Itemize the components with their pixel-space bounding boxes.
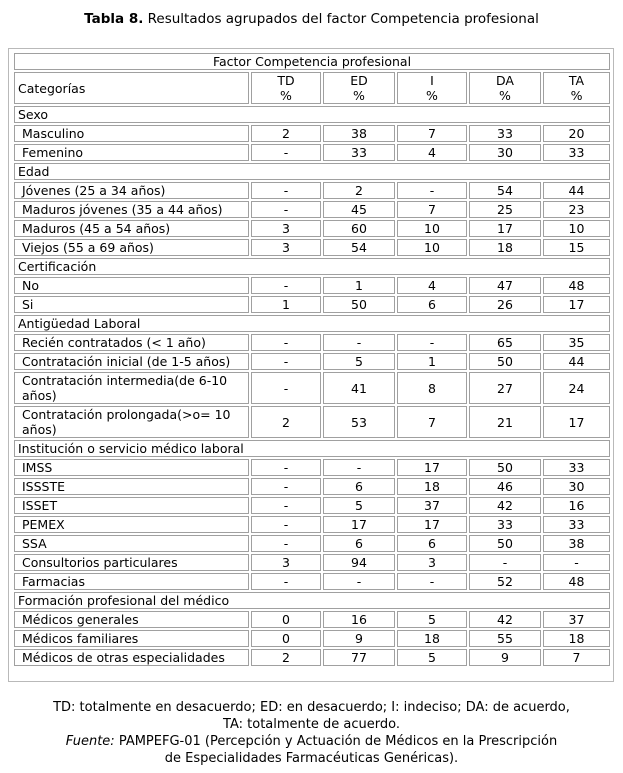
cell-td: 3 [251,220,321,237]
header-da-unit: % [499,88,511,103]
row-label: Maduros (45 a 54 años) [14,220,249,237]
cell-ta: 35 [543,334,610,351]
cell-i: 4 [397,144,467,161]
cell-i: 8 [397,372,467,404]
cell-da: 33 [469,516,541,533]
cell-i: 18 [397,478,467,495]
table-row [14,144,610,161]
table-row [14,239,610,256]
cell-td: - [251,144,321,161]
cell-da: 42 [469,611,541,628]
table-row [14,334,610,351]
header-i [397,72,467,104]
cell-td: 3 [251,554,321,571]
table-row [14,573,610,590]
row-label: ISSET [14,497,249,514]
cell-ed: - [323,334,395,351]
table-row [14,497,610,514]
cell-da: 46 [469,478,541,495]
row-label: Jóvenes (25 a 34 años) [14,182,249,199]
cell-da: 30 [469,144,541,161]
cell-ed: 94 [323,554,395,571]
source-line-1 [0,733,623,750]
cell-ta: 48 [543,573,610,590]
cell-da: 27 [469,372,541,404]
cell-ed: 45 [323,201,395,218]
cell-ed: 2 [323,182,395,199]
cell-ed: 9 [323,630,395,647]
cell-ta: 24 [543,372,610,404]
table-row [14,535,610,552]
cell-da: 50 [469,535,541,552]
table-title: Factor Competencia profesional [14,53,610,70]
cell-ed: 41 [323,372,395,404]
table-row [14,277,610,294]
section-row [14,163,610,180]
row-label: ISSSTE [14,478,249,495]
legend-line-1: TD: totalmente en desacuerdo; ED: en desacuerdo; I: indeciso; DA: de acuerdo, [53,700,570,715]
cell-da: 52 [469,573,541,590]
cell-i: 37 [397,497,467,514]
cell-da: 26 [469,296,541,313]
header-da-code: DA [496,73,514,88]
cell-i: 10 [397,239,467,256]
cell-ed: 60 [323,220,395,237]
header-i-code: I [430,73,434,88]
table-row [14,220,610,237]
cell-ed: 5 [323,497,395,514]
cell-td: - [251,478,321,495]
cell-ed: 1 [323,277,395,294]
table-row [14,406,610,438]
cell-i: 7 [397,201,467,218]
cell-i: - [397,334,467,351]
cell-ed: 6 [323,535,395,552]
cell-td: - [251,497,321,514]
cell-td: - [251,535,321,552]
cell-ta: 33 [543,459,610,476]
section-title: Certificación [14,258,610,275]
cell-ta: 15 [543,239,610,256]
cell-td: - [251,573,321,590]
cell-i: 7 [397,406,467,438]
table-row [14,353,610,370]
cell-ed: 33 [323,144,395,161]
cell-da: 33 [469,125,541,142]
table-caption [0,11,623,27]
cell-td: - [251,201,321,218]
cell-ta: 48 [543,277,610,294]
table-row [14,649,610,666]
cell-td: - [251,277,321,294]
table-title-row [14,53,610,70]
table-row [14,554,610,571]
cell-i: 18 [397,630,467,647]
cell-td: 1 [251,296,321,313]
cell-ta: 17 [543,296,610,313]
cell-ta: 23 [543,201,610,218]
cell-ta: 33 [543,516,610,533]
cell-i: 10 [397,220,467,237]
row-label: Médicos de otras especialidades [14,649,249,666]
table-row [14,478,610,495]
header-ta [543,72,610,104]
row-label: Médicos generales [14,611,249,628]
cell-da: 65 [469,334,541,351]
cell-ta: 18 [543,630,610,647]
row-label: PEMEX [14,516,249,533]
cell-ed: 50 [323,296,395,313]
cell-ed: 77 [323,649,395,666]
cell-da: 25 [469,201,541,218]
cell-ed: 16 [323,611,395,628]
cell-td: 2 [251,406,321,438]
section-row [14,106,610,123]
cell-i: 7 [397,125,467,142]
cell-ed: 54 [323,239,395,256]
cell-ta: 7 [543,649,610,666]
cell-da: 21 [469,406,541,438]
section-title: Formación profesional del médico [14,592,610,609]
row-label: Contratación inicial (de 1-5 años) [14,353,249,370]
cell-da: 17 [469,220,541,237]
cell-ta: 44 [543,353,610,370]
section-row [14,440,610,457]
table-row [14,201,610,218]
row-label: No [14,277,249,294]
cell-da: 55 [469,630,541,647]
cell-ta: 30 [543,478,610,495]
cell-ed: 5 [323,353,395,370]
section-title: Institución o servicio médico laboral [14,440,610,457]
cell-da: 42 [469,497,541,514]
table-footer [0,699,623,767]
table-row [14,182,610,199]
cell-da: - [469,554,541,571]
cell-i: 17 [397,459,467,476]
cell-ta: 33 [543,144,610,161]
cell-td: 3 [251,239,321,256]
cell-ta: 38 [543,535,610,552]
table-row [14,125,610,142]
header-td-unit: % [280,88,292,103]
cell-td: - [251,182,321,199]
source-line-2: de Especialidades Farmacéuticas Genéricas). [164,751,459,766]
cell-ed: - [323,573,395,590]
row-label: Masculino [14,125,249,142]
cell-ed: 17 [323,516,395,533]
row-label: Si [14,296,249,313]
header-ed-code: ED [350,73,368,88]
cell-td: - [251,353,321,370]
cell-td: - [251,334,321,351]
cell-i: - [397,573,467,590]
row-label: Contratación intermedia(de 6-10 años) [14,372,249,404]
cell-ed: - [323,459,395,476]
cell-ta: 44 [543,182,610,199]
header-ta-code: TA [568,73,585,88]
section-title: Sexo [14,106,610,123]
cell-i: 6 [397,296,467,313]
cell-ed: 6 [323,478,395,495]
cell-td: - [251,459,321,476]
cell-ta: - [543,554,610,571]
cell-i: 3 [397,554,467,571]
caption-text: Resultados agrupados del factor Competencia profesional [147,11,539,27]
cell-ta: 16 [543,497,610,514]
row-label: Médicos familiares [14,630,249,647]
table-row [14,611,610,628]
row-label: Farmacias [14,573,249,590]
cell-da: 18 [469,239,541,256]
caption-label: Tabla 8. [84,11,144,27]
row-label: Viejos (55 a 69 años) [14,239,249,256]
cell-da: 54 [469,182,541,199]
table-row [14,516,610,533]
cell-ta: 20 [543,125,610,142]
row-label: Consultorios particulares [14,554,249,571]
table-row [14,372,610,404]
cell-i: 6 [397,535,467,552]
section-title: Antigüedad Laboral [14,315,610,332]
cell-td: - [251,516,321,533]
table-row [14,459,610,476]
header-i-unit: % [426,88,438,103]
header-ed [323,72,395,104]
row-label: Contratación prolongada(>o= 10 años) [14,406,249,438]
header-da [469,72,541,104]
table-row [14,296,610,313]
section-row [14,258,610,275]
header-ta-unit: % [570,88,583,103]
cell-ta: 17 [543,406,610,438]
cell-i: 5 [397,649,467,666]
results-table-body [14,53,610,666]
row-label: SSA [14,535,249,552]
cell-ta: 10 [543,220,610,237]
cell-i: 1 [397,353,467,370]
cell-i: - [397,182,467,199]
cell-da: 9 [469,649,541,666]
header-row [14,72,610,104]
row-label: IMSS [14,459,249,476]
cell-td: 0 [251,630,321,647]
cell-i: 4 [397,277,467,294]
cell-i: 5 [397,611,467,628]
section-title: Edad [14,163,610,180]
cell-ed: 53 [323,406,395,438]
section-row [14,592,610,609]
cell-da: 50 [469,459,541,476]
row-label: Maduros jóvenes (35 a 44 años) [14,201,249,218]
row-label: Femenino [14,144,249,161]
source-label: Fuente: [65,734,115,749]
section-row [14,315,610,332]
cell-td: - [251,372,321,404]
header-td [251,72,321,104]
source-text-1: PAMPEFG-01 (Percepción y Actuación de Médicos en la Prescripción [114,734,558,749]
cell-td: 2 [251,649,321,666]
row-label: Recién contratados (< 1 año) [14,334,249,351]
cell-da: 50 [469,353,541,370]
header-category: Categorías [14,72,249,104]
results-table [12,51,612,668]
cell-ed: 38 [323,125,395,142]
cell-ta: 37 [543,611,610,628]
header-ed-unit: % [353,88,365,103]
cell-td: 2 [251,125,321,142]
legend-line-2: TA: totalmente de acuerdo. [223,717,400,732]
header-td-code: TD [277,73,295,88]
table-row [14,630,610,647]
cell-i: 17 [397,516,467,533]
cell-td: 0 [251,611,321,628]
cell-da: 47 [469,277,541,294]
